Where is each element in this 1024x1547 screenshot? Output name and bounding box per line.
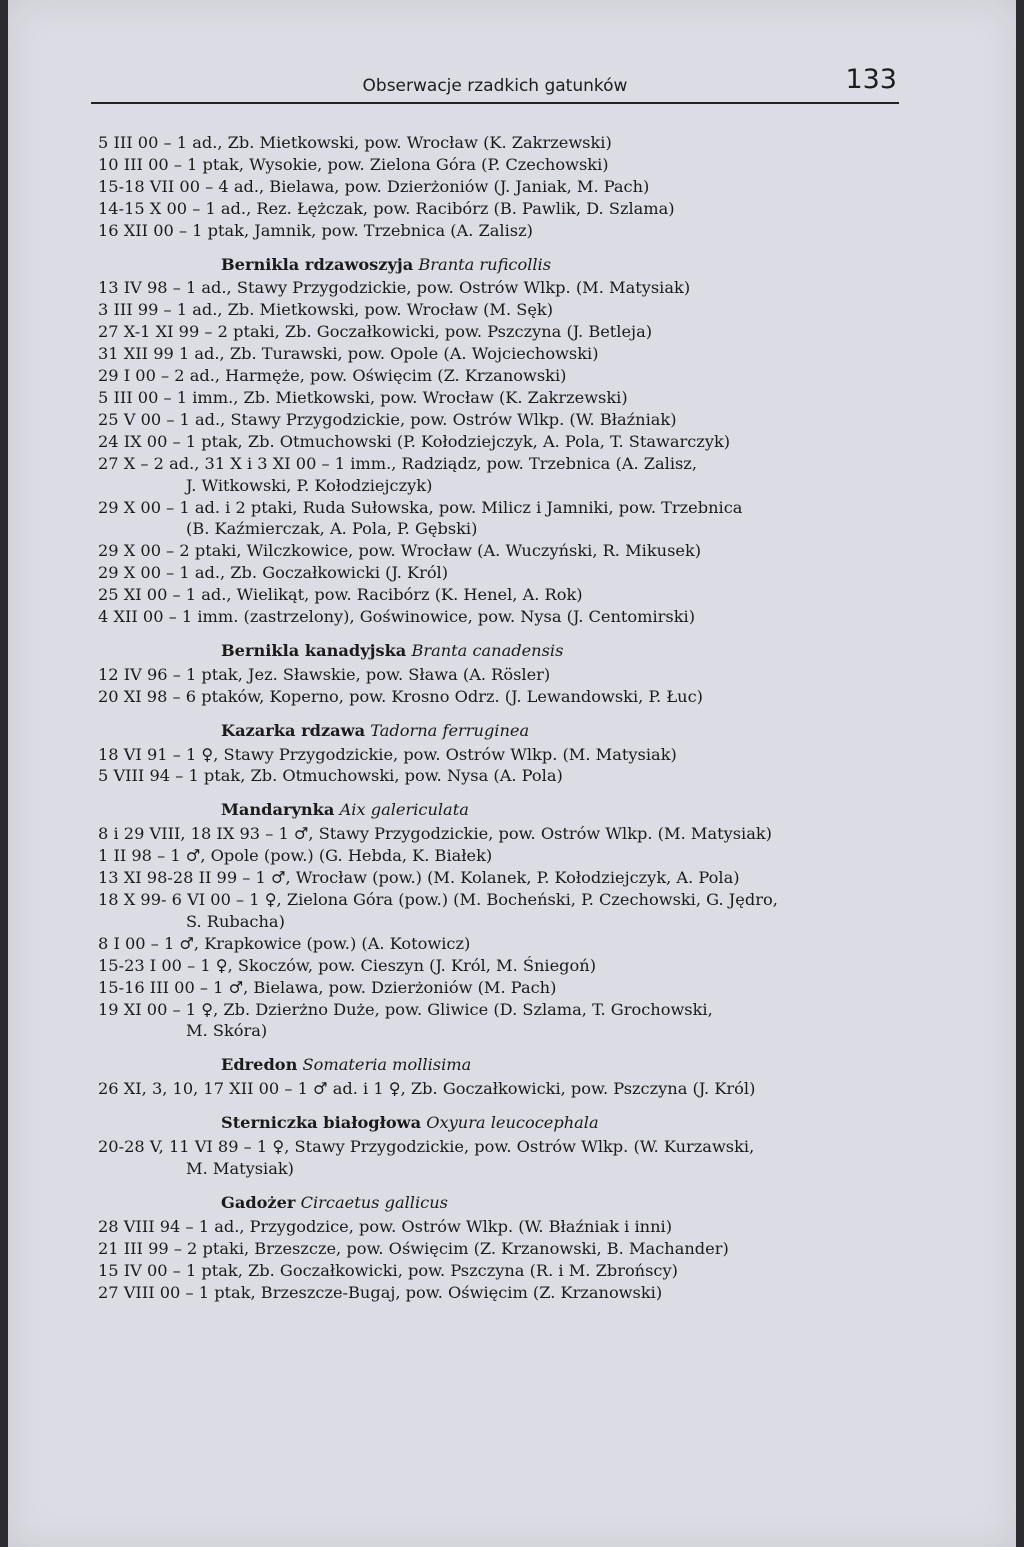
record-line: 27 X-1 XI 99 – 2 ptaki, Zb. Goczałkowicki, pow. Pszczyna (J. Betleja) (98, 322, 653, 342)
record-line: 31 XII 99 1 ad., Zb. Turawski, pow. Opole (A. Wojciechowski) (98, 344, 599, 364)
species-name-polish: Edredon (221, 1055, 298, 1075)
species-name-polish: Bernikla kanadyjska (221, 640, 407, 660)
record-line: 10 III 00 – 1 ptak, Wysokie, pow. Zielona Góra (P. Czechowski) (98, 154, 609, 174)
page-header (91, 62, 899, 104)
record-line: 29 X 00 – 1 ad., Zb. Goczałkowicki (J. Król) (98, 563, 449, 583)
species-name-latin: Tadorna ferruginea (370, 720, 530, 740)
species-heading (98, 799, 906, 821)
record-line: 16 XII 00 – 1 ptak, Jamnik, pow. Trzebnica (A. Zalisz) (98, 220, 533, 240)
species-heading (98, 254, 906, 276)
record-line: 18 VI 91 – 1 ♀, Stawy Przygodzickie, pow. Ostrów Wlkp. (M. Matysiak) (98, 744, 677, 764)
record-line: 5 III 00 – 1 ad., Zb. Mietkowski, pow. Wrocław (K. Zakrzewski) (98, 133, 612, 152)
record-line: 3 III 99 – 1 ad., Zb. Mietkowski, pow. Wrocław (M. Sęk) (98, 300, 554, 320)
record-line: 29 X 00 – 2 ptaki, Wilczkowice, pow. Wrocław (A. Wuczyński, R. Mikusek) (98, 541, 702, 561)
observation-list (98, 132, 906, 1303)
record-line: 27 VIII 00 – 1 ptak, Brzeszcze-Bugaj, pow. Oświęcim (Z. Krzanowski) (98, 1282, 663, 1302)
species-name-latin: Somateria mollisima (302, 1055, 472, 1075)
record-line: 1 II 98 – 1 ♂, Opole (pow.) (G. Hebda, K. Białek) (98, 846, 493, 866)
record-line-continuation: S. Rubacha) (186, 911, 285, 931)
page-number: 133 (845, 64, 897, 95)
species-name-latin: Oxyura leucocephala (426, 1113, 599, 1133)
record-line: 13 XI 98-28 II 99 – 1 ♂, Wrocław (pow.) (M. Kolanek, P. Kołodziejczyk, A. Pola) (98, 868, 740, 888)
record-line: 15-16 III 00 – 1 ♂, Bielawa, pow. Dzierżoniów (M. Pach) (98, 977, 557, 997)
record-line: 13 IV 98 – 1 ad., Stawy Przygodzickie, pow. Ostrów Wlkp. (M. Matysiak) (98, 278, 691, 298)
species-name-latin: Branta ruficollis (418, 254, 552, 274)
record-line: 5 III 00 – 1 imm., Zb. Mietkowski, pow. Wrocław (K. Zakrzewski) (98, 387, 628, 407)
record-line: 21 III 99 – 2 ptaki, Brzeszcze, pow. Oświęcim (Z. Krzanowski, B. Machander) (98, 1238, 729, 1258)
record-line: 18 X 99- 6 VI 00 – 1 ♀, Zielona Góra (pow.) (M. Bocheński, P. Czechowski, G. Jędro, (98, 890, 778, 909)
record-line: 24 IX 00 – 1 ptak, Zb. Otmuchowski (P. Kołodziejczyk, A. Pola, T. Stawarczyk) (98, 431, 731, 451)
species-name-polish: Bernikla rdzawoszyja (221, 254, 414, 274)
species-name-polish: Mandarynka (221, 800, 335, 820)
record-line: 8 I 00 – 1 ♂, Krapkowice (pow.) (A. Kotowicz) (98, 933, 471, 953)
record-line: 25 XI 00 – 1 ad., Wielikąt, pow. Racibórz (K. Henel, A. Rok) (98, 585, 583, 605)
record-line-continuation: (B. Kaźmierczak, A. Pola, P. Gębski) (186, 519, 478, 539)
record-line: 25 V 00 – 1 ad., Stawy Przygodzickie, pow. Ostrów Wlkp. (W. Błaźniak) (98, 409, 677, 429)
book-page (8, 0, 1016, 1547)
running-title: Obserwacje rzadkich gatunków (362, 76, 628, 96)
record-line: 15-23 I 00 – 1 ♀, Skoczów, pow. Cieszyn (J. Król, M. Śniegoń) (98, 955, 597, 975)
record-line: 15 IV 00 – 1 ptak, Zb. Goczałkowicki, pow. Pszczyna (R. i M. Zbrońscy) (98, 1260, 678, 1280)
record-line: 20-28 V, 11 VI 89 – 1 ♀, Stawy Przygodzickie, pow. Ostrów Wlkp. (W. Kurzawski, (98, 1137, 755, 1157)
species-heading (98, 640, 906, 662)
record-line: 19 XI 00 – 1 ♀, Zb. Dzierżno Duże, pow. Gliwice (D. Szlama, T. Grochowski, (98, 999, 713, 1019)
species-heading (98, 1054, 906, 1076)
record-line: 15-18 VII 00 – 4 ad., Bielawa, pow. Dzierżoniów (J. Janiak, M. Pach) (98, 176, 650, 196)
species-name-latin: Circaetus gallicus (300, 1192, 448, 1212)
record-line-continuation: M. Skóra) (186, 1021, 268, 1041)
species-name-polish: Sterniczka białogłowa (221, 1113, 422, 1133)
record-line: 8 i 29 VIII, 18 IX 93 – 1 ♂, Stawy Przygodzickie, pow. Ostrów Wlkp. (M. Matysiak) (98, 824, 773, 844)
record-line-continuation: J. Witkowski, P. Kołodziejczyk) (186, 475, 433, 495)
record-line: 29 I 00 – 2 ad., Harmęże, pow. Oświęcim (Z. Krzanowski) (98, 366, 567, 386)
species-name-latin: Aix galericulata (339, 800, 469, 820)
species-heading (98, 720, 906, 742)
record-line: 20 XI 98 – 6 ptaków, Koperno, pow. Krosno Odrz. (J. Lewandowski, P. Łuc) (98, 686, 703, 706)
record-line: 29 X 00 – 1 ad. i 2 ptaki, Ruda Sułowska, pow. Milicz i Jamniki, pow. Trzebnica (98, 497, 743, 517)
record-line: 14-15 X 00 – 1 ad., Rez. Łężczak, pow. Racibórz (B. Pawlik, D. Szlama) (98, 198, 675, 218)
record-line: 26 XI, 3, 10, 17 XII 00 – 1 ♂ ad. i 1 ♀, Zb. Goczałkowicki, pow. Pszczyna (J. Król) (98, 1079, 756, 1099)
species-name-latin: Branta canadensis (411, 640, 564, 660)
record-line: 12 IV 96 – 1 ptak, Jez. Sławskie, pow. Sława (A. Rösler) (98, 664, 551, 684)
record-line: 27 X – 2 ad., 31 X i 3 XI 00 – 1 imm., Radziądz, pow. Trzebnica (A. Zalisz, (98, 453, 697, 473)
species-heading (98, 1112, 906, 1134)
species-name-polish: Kazarka rdzawa (221, 720, 366, 740)
species-name-polish: Gadożer (221, 1192, 296, 1212)
record-line: 4 XII 00 – 1 imm. (zastrzelony), Goświnowice, pow. Nysa (J. Centomirski) (98, 607, 696, 627)
species-heading (98, 1192, 906, 1214)
record-line-continuation: M. Matysiak) (186, 1158, 295, 1178)
record-line: 28 VIII 94 – 1 ad., Przygodzice, pow. Ostrów Wlkp. (W. Błaźniak i inni) (98, 1216, 673, 1236)
record-line: 5 VIII 94 – 1 ptak, Zb. Otmuchowski, pow. Nysa (A. Pola) (98, 766, 563, 786)
